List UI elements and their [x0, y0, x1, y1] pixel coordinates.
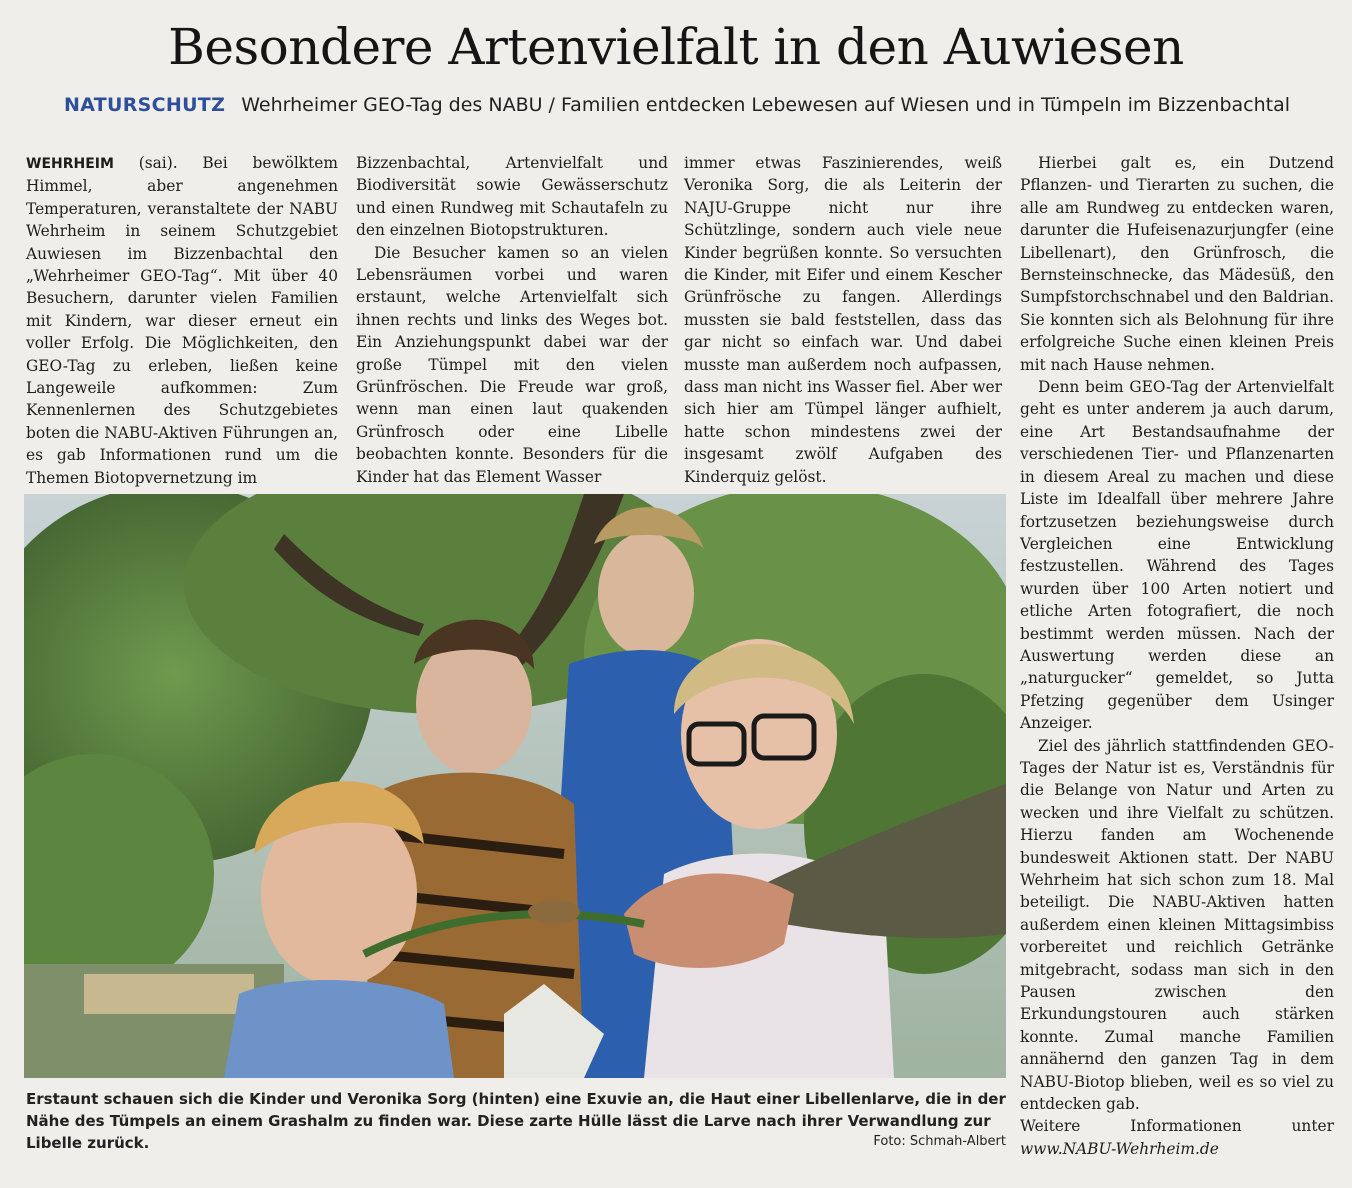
kicker-label: NATURSCHUTZ [64, 94, 226, 116]
article-column-2 [356, 152, 668, 488]
nabu-website-link[interactable]: www.NABU-Wehrheim.de [1020, 1139, 1219, 1158]
subheadline: Wehrheimer GEO-Tag des NABU / Familien entdecken Lebewesen auf Wiesen und in Tümpeln im Bizzenbachtal [241, 94, 1291, 116]
paragraph: Bizzenbachtal, Artenvielfalt und Biodiversität sowie Gewässerschutz und einen Rundweg mit Schautafeln zu den einzelnen Biotopstrukturen. [356, 154, 668, 240]
article-column-1 [26, 152, 338, 489]
paragraph [26, 152, 338, 489]
further-info-line: Weitere Informationen unter [1020, 1117, 1334, 1136]
paragraph: Denn beim GEO-Tag der Artenvielfalt geht es unter anderem ja auch darum, eine Art Bestandsaufnahme der verschiedenen Tier- und Pflanzenarten in diesem Areal zu machen und diese Liste im Idealfall über mehrere Jahre fortzusetzen beziehungsweise durch Vergleichen eine Entwicklung festzustellen. Während des Tages wurden über 100 Arten notiert und etliche Arten fotografiert, die noch bestimmt werden müssen. Nach der Auswertung werden diese an „naturgucker“ gemeldet, so Jutta Pfetzing gegenüber dem Usinger Anzeiger. [1020, 378, 1334, 733]
photo-illustration [24, 494, 1006, 1078]
article-column-3 [684, 152, 1002, 488]
dateline: WEHRHEIM [26, 156, 114, 172]
paragraph-text: (sai). Bei bewölktem Himmel, aber angenehmen Temperaturen, veranstaltete der NABU Wehrheim in seinem Schutzgebiet Auwiesen im Bizzenbachtal den „Wehrheimer GEO-Tag“. Mit über 40 Besuchern, darunter vielen Familien mit Kindern, war dieser erneut ein voller Erfolg. Die Möglichkeiten, den GEO-Tag zu erleben, ließen keine Langeweile aufkommen: Zum Kennenlernen des Schutzgebietes boten die NABU-Aktiven Führungen an, es gab Informationen rund um die Themen Biotopvernetzung im [26, 154, 338, 487]
paragraph: Ziel des jährlich stattfindenden GEO-Tages der Natur ist es, Verständnis für die Belange von Natur und Arten zu wecken und ihre Vielfalt zu schützen. Hierzu fanden am Wochenende bundesweit Aktionen statt. Der NABU Wehrheim hat sich schon zum 18. Mal beteiligt. Die NABU-Aktiven hatten außerdem einen kleinen Mittagsimbiss vorbereitet und reichlich Getränke mitgebracht, sodass man sich in den Pausen zwischen den Erkundungstouren auch stärken konnte. Zumal manche Familien annähernd den ganzen Tag in dem NABU-Biotop blieben, weil es so viel zu entdecken gab. [1020, 736, 1334, 1114]
headline: Besondere Artenvielfalt in den Auwiesen [168, 18, 1184, 76]
subheadline-row [64, 94, 1344, 116]
paragraph: Die Besucher kamen so an vielen Lebensräumen vorbei und waren erstaunt, welche Artenvielfalt sich ihnen rechts und links des Weges bot. Ein Anziehungspunkt dabei war der große Tümpel mit den vielen Grünfröschen. Die Freude war groß, wenn man einen laut quakenden Grünfrosch oder eine Libelle beobachten konnte. Besonders für die Kinder hat das Element Wasser [356, 243, 668, 486]
photo-credit: Foto: Schmah-Albert [873, 1134, 1006, 1149]
article-photo [24, 494, 1006, 1078]
paragraph: Hierbei galt es, ein Dutzend Pflanzen- und Tierarten zu suchen, die alle am Rundweg zu entdecken waren, darunter die Hufeisenazurjungfer (eine Libellenart), den Grünfrosch, die Bernsteinschnecke, das Mädesüß, den Sumpfstorchschnabel und den Baldrian. Sie konnten sich als Belohnung für ihre erfolgreiche Suche einen kleinen Preis mit nach Hause nehmen. [1020, 154, 1334, 374]
paragraph: immer etwas Faszinierendes, weiß Veronika Sorg, die als Leiterin der NAJU-Gruppe nicht nur ihre Schützlinge, sondern auch viele neue Kinder begrüßen konnte. So versuchten die Kinder, mit Eifer und einem Kescher Grünfrösche zu fangen. Allerdings mussten sie bald feststellen, dass das gar nicht so einfach war. Und dabei musste man außerdem noch aufpassen, dass man nicht ins Wasser fiel. Aber wer sich hier am Tümpel länger aufhielt, hatte schon mindestens zwei der insgesamt zwölf Aufgaben des Kinderquiz gelöst. [684, 154, 1002, 486]
article-column-4 [1020, 152, 1334, 1160]
photo-caption: Erstaunt schauen sich die Kinder und Veronika Sorg (hinten) eine Exuvie an, die Haut einer Libellenlarve, die in der Nähe des Tümpels an einem Grashalm zu finden war. Diese zarte Hülle lässt die Larve nach ihrer Verwandlung zur Libelle zurück. [26, 1090, 1006, 1152]
